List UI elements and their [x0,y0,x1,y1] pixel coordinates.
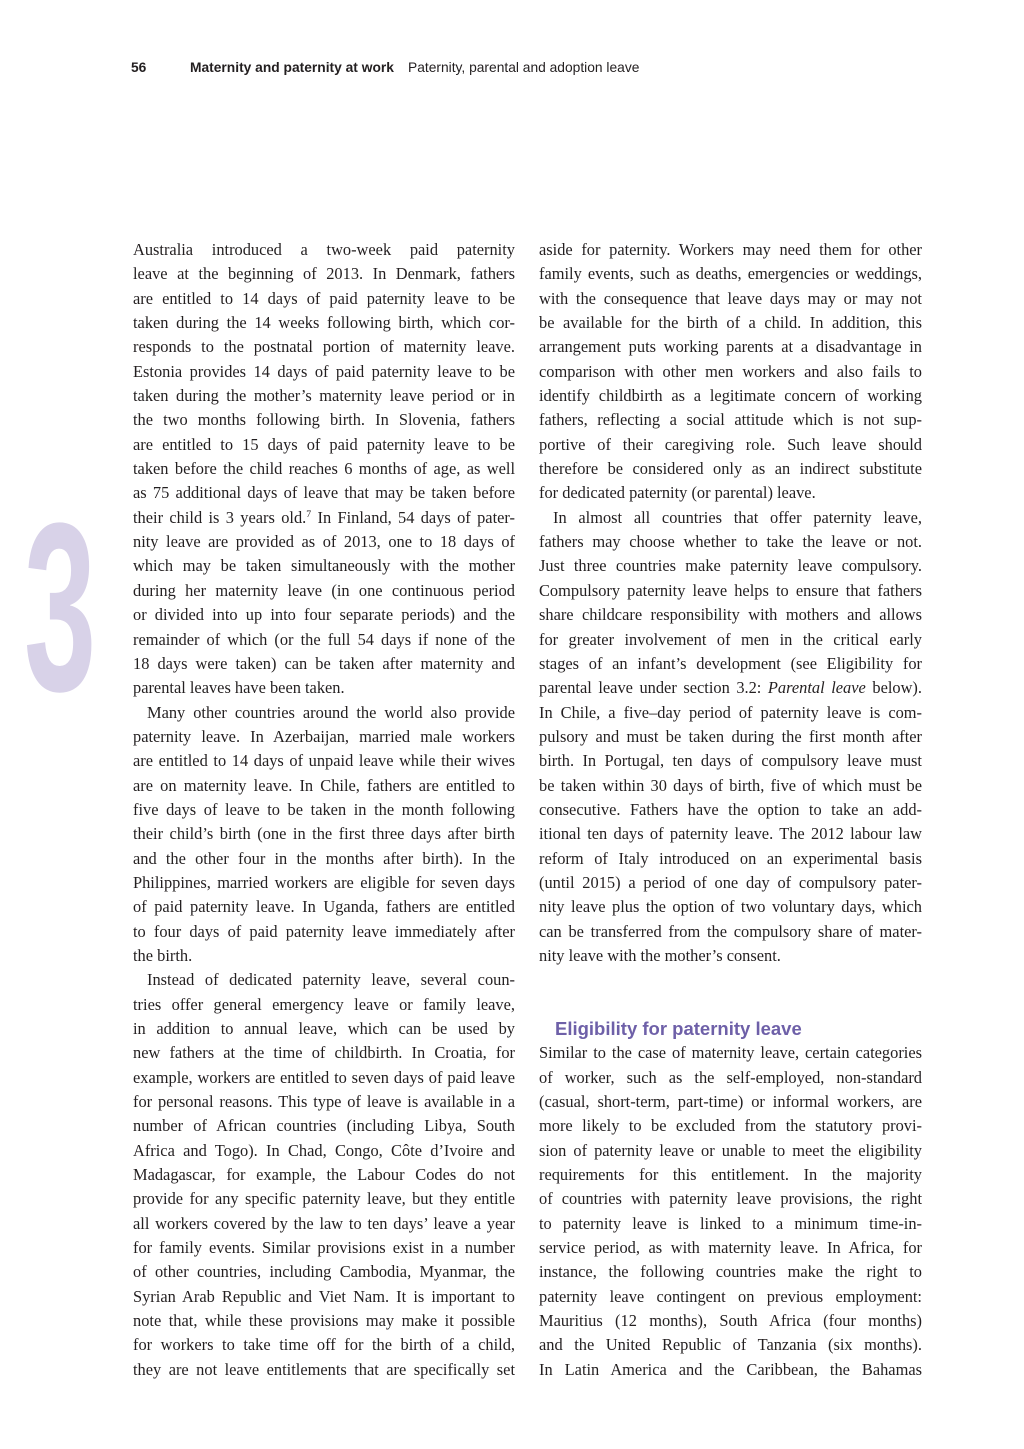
paragraph [539,1041,922,1382]
text-line: during her maternity leave (in one continuous period [133,580,515,600]
text-line: are on maternity leave. In Chile, fathers are entitled to [133,775,515,795]
text-line: taken during the 14 weeks following birth, which cor- [133,313,515,333]
text-line: taken before the child reaches 6 months of age, as well [133,459,515,479]
text-line: the two months following birth. In Slovenia, fathers [133,410,515,430]
text-line: as 75 additional days of leave that may be taken before [133,483,515,503]
text-line: Philippines, married workers are eligible for seven days [133,872,515,892]
text-line: example, workers are entitled to seven days of paid leave [133,1067,515,1087]
text-line: tries offer general emergency leave or family leave, [133,994,515,1014]
text-line: taken during the mother’s maternity leave period or in [133,386,515,406]
text-line: for greater involvement of men in the critical early [539,629,922,649]
text-segment: In Finland, 54 days of pater- [311,507,515,527]
running-header [0,59,1024,77]
text-line: for workers to take time off for the birth of a child, [133,1335,515,1355]
text-line: to paternity leave is linked to a minimum time-in- [539,1213,922,1233]
text-segment: parental leave under section 3.2: [539,678,768,698]
text-line: In Latin America and the Caribbean, the Bahamas [539,1359,922,1379]
text-line: new fathers at the time of childbirth. In Croatia, for [133,1043,515,1063]
text-line: share childcare responsibility with mothers and allows [539,605,922,625]
text-line: to four days of paid paternity leave immediately after [133,921,515,941]
text-line: sion of paternity leave or unable to meet the eligibility [539,1140,922,1160]
text-line: therefore be considered only as an indirect substitute [539,459,922,479]
text-line: instance, the following countries make the right to [539,1262,922,1282]
text-line: Just three countries make paternity leave compulsory. [539,556,922,576]
text-line: in addition to annual leave, which can be used by [133,1019,515,1038]
paragraph [133,701,515,969]
text-line: reform of Italy introduced on an experimental basis [539,848,922,868]
text-line [539,676,922,700]
text-line: the birth. [133,945,193,965]
text-line: comparison with other men workers and also fails to [539,361,922,381]
paragraph [133,238,515,701]
text-line: nity leave plus the option of two voluntary days, which [539,897,922,917]
text-line: be available for the birth of a child. In addition, this [539,313,922,333]
text-line: for dedicated paternity (or parental) leave. [539,483,816,503]
text-line: of worker, such as the self-employed, non-standard [539,1067,922,1087]
text-line: be taken within 30 days of birth, five of which must be [539,775,922,795]
text-line: are entitled to 14 days of unpaid leave while their wives [133,751,515,771]
page-number: 56 [131,60,147,75]
text-line: fathers, reflecting a social attitude which is not sup- [539,410,922,430]
right-text-column [539,238,922,1382]
text-line: stages of an infant’s development (see Eligibility for [539,653,922,673]
text-line: they are not leave entitlements that are specifically set [133,1359,515,1379]
text-line: are entitled to 14 days of paid paternity leave to be [133,288,515,308]
text-line: family events, such as deaths, emergencies or weddings, [539,264,922,284]
text-line: remainder of which (or the full 54 days if none of the [133,629,515,649]
text-line: and the other four in the months after birth). In the [133,848,515,868]
text-line: 18 days were taken) can be taken after maternity and [133,653,515,673]
text-segment: their child is 3 years old. [133,507,307,527]
text-line: more likely to be excluded from the statutory provi- [539,1116,922,1136]
text-line: leave at the beginning of 2013. In Denmark, fathers [133,264,515,284]
text-line: five days of leave to be taken in the month following [133,799,515,819]
text-line: identify childbirth as a legitimate concern of working [539,386,922,406]
italic-cross-reference: Parental leave [767,678,866,698]
text-line: of paid paternity leave. In Uganda, fathers are entitled [133,897,515,917]
text-line: can be transferred from the compulsory share of mater- [539,921,922,941]
text-line: requirements for this entitlement. In the majority [539,1165,922,1185]
text-line: Australia introduced a two-week paid paternity [133,240,515,259]
text-line: their child’s birth (one in the first three days after birth [133,824,515,844]
text-line: paternity leave. In Azerbaijan, married male workers [133,726,515,746]
text-line: In Chile, a five–day period of paternity leave is com- [539,702,922,722]
text-line: (casual, short-term, part-time) or informal workers, are [539,1092,922,1112]
section-heading: Eligibility for paternity leave [555,1018,802,1039]
text-line: which may be taken simultaneously with the mother [133,556,515,576]
text-line: In almost all countries that offer paternity leave, [553,507,922,527]
paragraph [539,238,922,506]
text-line [133,506,515,530]
text-line: or divided into up into four separate periods) and the [133,605,515,625]
text-line: of other countries, including Cambodia, Myanmar, the [133,1262,515,1282]
chapter-number-marker: 3 [24,473,97,741]
text-line: paternity leave contingent on previous employment: [539,1286,922,1306]
text-line: are entitled to 15 days of paid paternity leave to be [133,434,515,454]
text-line: aside for paternity. Workers may need them for other [539,240,922,259]
text-line: and the United Republic of Tanzania (six months). [539,1335,922,1355]
text-line: Instead of dedicated paternity leave, several coun- [147,970,515,990]
text-line: portive of their caregiving role. Such leave should [539,434,922,454]
book-title: Maternity and paternity at work [190,60,394,75]
text-line: number of African countries (including Libya, South [133,1116,515,1136]
text-line: responds to the postnatal portion of maternity leave. [133,337,515,357]
text-line: provide for any specific paternity leave, but they entitle [133,1189,515,1209]
text-line: Africa and Togo). In Chad, Congo, Côte d’Ivoire and [133,1140,515,1160]
text-line: arrangement puts working parents at a disadvantage in [539,337,922,357]
text-line: (until 2015) a period of one day of compulsory pater- [539,872,922,892]
text-line: all workers covered by the law to ten days’ leave a year [133,1213,515,1233]
text-line: nity leave are provided as of 2013, one to 18 days of [133,532,515,552]
text-line: note that, while these provisions may make it possible [133,1311,515,1331]
paragraph [539,506,922,969]
text-line: Syrian Arab Republic and Viet Nam. It is important to [133,1286,515,1306]
section-title: Paternity, parental and adoption leave [408,60,640,75]
text-line: Estonia provides 14 days of paid paternity leave to be [133,361,515,381]
paragraph [133,968,515,1382]
text-line: with the consequence that leave days may or may not [539,288,922,308]
text-line: nity leave with the mother’s consent. [539,945,781,965]
left-text-column [133,238,515,1382]
text-line: pulsory and must be taken during the first month after [539,726,922,746]
text-line: Many other countries around the world also provide [147,702,515,722]
text-line: Mauritius (12 months), South Africa (four months) [539,1311,922,1331]
footnote-reference: 7 [306,509,312,521]
text-line: Similar to the case of maternity leave, certain categories [539,1043,922,1063]
text-line: birth. In Portugal, ten days of compulsory leave must [539,751,922,771]
text-line: of countries with paternity leave provisions, the right [539,1189,922,1209]
text-line: fathers may choose whether to take the leave or not. [539,532,922,552]
text-line: for personal reasons. This type of leave is available in a [133,1092,515,1112]
text-line: Compulsory paternity leave helps to ensure that fathers [539,580,922,600]
text-line: parental leaves have been taken. [133,678,345,698]
text-line: Madagascar, for example, the Labour Codes do not [133,1165,515,1185]
text-line: itional ten days of paternity leave. The 2012 labour law [539,824,922,844]
text-line: service period, as with maternity leave. In Africa, for [539,1238,922,1258]
text-line: consecutive. Fathers have the option to take an add- [539,799,922,819]
text-line: for family events. Similar provisions exist in a number [133,1238,515,1258]
text-segment: below). [865,678,922,698]
